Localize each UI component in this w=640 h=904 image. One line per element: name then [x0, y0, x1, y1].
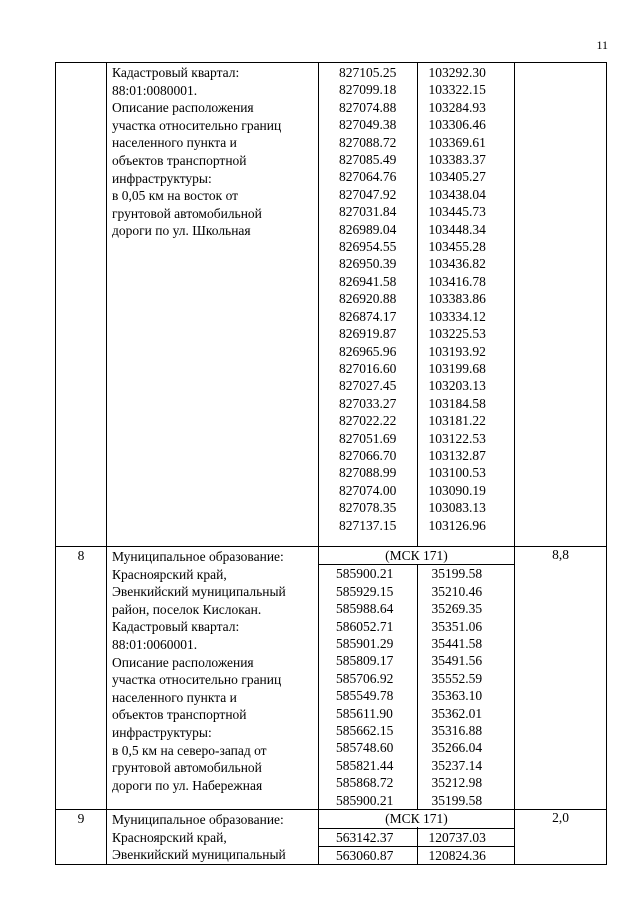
coordinate-x: 585809.17	[336, 653, 394, 669]
coordinate-x: 585611.90	[336, 705, 393, 721]
coordinate-pair	[319, 151, 514, 168]
coordinate-x: 585821.44	[336, 757, 394, 773]
description-line: Муниципальное образование:	[112, 549, 284, 564]
coordinate-y: 103383.37	[428, 152, 486, 168]
coordinate-pair	[319, 273, 514, 290]
area-cell: 2,0	[515, 810, 607, 865]
coordinate-x: 827078.35	[339, 500, 397, 516]
coordinate-x: 563060.87	[336, 847, 394, 863]
coordinate-y: 103132.87	[428, 447, 486, 463]
coordinate-pair	[319, 221, 514, 238]
coordinate-y: 35210.46	[431, 583, 483, 599]
coordinate-x: 827074.00	[339, 482, 397, 498]
coordinate-pair	[319, 635, 514, 652]
coordinate-x: 827088.72	[339, 134, 397, 150]
coordinates-cell	[319, 810, 515, 865]
coordinate-y: 103181.22	[428, 413, 486, 429]
coordinate-list	[319, 565, 514, 809]
coordinate-pair	[319, 99, 514, 116]
coordinate-y: 35199.58	[431, 792, 483, 808]
coordinate-x: 827051.69	[339, 430, 397, 446]
coordinate-x: 827066.70	[339, 447, 397, 463]
description-line: участка относительно границ	[112, 117, 282, 133]
coordinate-x: 586052.71	[336, 618, 394, 634]
coordinate-y: 103334.12	[428, 308, 486, 324]
coordinate-pair	[319, 255, 514, 272]
coordinate-pair	[319, 482, 514, 499]
table-row	[56, 810, 607, 865]
coordinate-list	[319, 829, 514, 865]
table-row	[56, 547, 607, 810]
coordinate-x: 827049.38	[339, 117, 397, 133]
description-line: грунтовой автомобильной	[112, 760, 262, 776]
description-line: объектов транспортной	[112, 707, 247, 723]
coordinate-y: 103455.28	[428, 239, 486, 255]
coordinate-y: 103126.96	[428, 517, 486, 533]
coordinate-y: 35552.59	[431, 670, 483, 686]
coordinate-x: 827085.49	[339, 152, 397, 168]
coordinate-pair	[319, 565, 514, 582]
coordinates-grid	[319, 63, 514, 546]
description-line: Кадастровый квартал:	[112, 65, 240, 80]
coordinate-pair	[319, 308, 514, 325]
table-row	[56, 63, 607, 547]
description-line: участка относительно границ	[112, 672, 282, 688]
coordinate-pair	[319, 81, 514, 98]
coordinate-pair	[319, 325, 514, 342]
coordinate-x: 827099.18	[339, 82, 397, 98]
coordinate-y: 35316.88	[431, 723, 483, 739]
coordinate-pair	[319, 600, 514, 617]
description-line: Эвенкийский муниципальный	[112, 847, 286, 863]
coordinate-y: 103438.04	[428, 186, 486, 202]
row-number-cell: 9	[56, 810, 107, 865]
coordinate-pair	[319, 203, 514, 220]
description-line: Красноярский край,	[112, 829, 227, 845]
description-line: в 0,5 км на северо-запад от	[112, 742, 267, 758]
description-cell	[107, 810, 319, 865]
coordinate-pair	[319, 343, 514, 360]
description-line: грунтовой автомобильной	[112, 205, 262, 221]
coordinate-pair	[319, 652, 514, 669]
coordinate-y: 103292.30	[428, 65, 486, 80]
coordinate-x: 826919.87	[339, 326, 397, 342]
coordinate-pair	[319, 792, 514, 809]
coordinate-x: 826965.96	[339, 343, 397, 359]
description-line: 88:01:0080001.	[112, 82, 198, 98]
coordinates-grid	[319, 547, 514, 809]
coordinate-x: 826920.88	[339, 291, 397, 307]
description-line: Кадастровый квартал:	[112, 619, 240, 635]
coordinate-y: 35212.98	[431, 775, 483, 791]
coordinate-pair	[319, 774, 514, 791]
description-line: населенного пункта и	[112, 689, 237, 705]
coordinate-y: 103083.13	[428, 500, 486, 516]
coordinate-x: 827064.76	[339, 169, 397, 185]
description-line: инфраструктуры:	[112, 170, 212, 186]
coordinate-x: 826954.55	[339, 239, 397, 255]
coordinate-y: 103225.53	[428, 326, 486, 342]
description-line: в 0,05 км на восток от	[112, 188, 239, 204]
coordinate-y: 103100.53	[428, 465, 486, 481]
coordinate-x: 826950.39	[339, 256, 397, 272]
description-text	[107, 63, 318, 240]
description-line: Муниципальное образование:	[112, 812, 284, 828]
coordinate-y: 120737.03	[428, 829, 486, 845]
coordinate-x: 585988.64	[336, 601, 394, 617]
coordinate-system-label: (МСК 171)	[319, 810, 514, 828]
coordinate-pair	[319, 360, 514, 377]
description-cell	[107, 547, 319, 810]
coordinate-x: 585900.21	[336, 566, 394, 582]
description-line: 88:01:0060001.	[112, 636, 198, 652]
coordinate-y: 103416.78	[428, 273, 486, 289]
coordinate-y: 103122.53	[428, 430, 486, 446]
description-line: район, поселок Кислокан.	[112, 601, 262, 617]
coordinate-y: 103448.34	[428, 221, 486, 237]
coordinate-y: 103203.13	[428, 378, 486, 394]
coordinate-pair	[319, 739, 514, 756]
coordinate-pair	[319, 618, 514, 635]
description-line: инфраструктуры:	[112, 724, 212, 740]
coordinate-pair	[319, 499, 514, 516]
description-cell	[107, 63, 319, 547]
coordinate-x: 826989.04	[339, 221, 397, 237]
coordinate-y: 35362.01	[431, 705, 483, 721]
coordinate-y: 35237.14	[431, 757, 483, 773]
coordinate-pair	[319, 168, 514, 185]
page-number: 11	[596, 38, 608, 52]
coordinate-pair	[319, 134, 514, 151]
coordinate-pair	[319, 116, 514, 133]
coordinate-x: 827022.22	[339, 413, 397, 429]
row-number-cell: 8	[56, 547, 107, 810]
coordinate-x: 585901.29	[336, 636, 394, 652]
description-text	[107, 810, 318, 864]
coordinate-x: 827137.15	[339, 517, 397, 533]
coordinate-x: 585706.92	[336, 670, 394, 686]
coordinate-x: 585900.21	[336, 792, 394, 808]
description-line: объектов транспортной	[112, 152, 247, 168]
coordinate-pair	[319, 430, 514, 447]
coordinate-y: 120824.36	[428, 847, 486, 863]
coordinate-pair	[319, 722, 514, 739]
description-line: населенного пункта и	[112, 135, 237, 151]
description-line: Описание расположения	[112, 100, 254, 116]
coordinate-y: 35351.06	[431, 618, 483, 634]
coordinate-pair	[319, 377, 514, 394]
description-text	[107, 547, 318, 794]
coordinate-x: 585868.72	[336, 775, 394, 791]
coordinate-y: 35269.35	[431, 601, 483, 617]
coordinates-cell	[319, 63, 515, 547]
coordinate-pair	[319, 829, 514, 847]
coordinate-y: 103369.61	[428, 134, 486, 150]
coordinate-y: 103284.93	[428, 99, 486, 115]
coordinate-x: 585549.78	[336, 688, 394, 704]
coordinate-system-label: (МСК 171)	[319, 547, 514, 565]
coordinate-pair	[319, 412, 514, 429]
coordinate-y: 103436.82	[428, 256, 486, 272]
coordinate-y: 103322.15	[428, 82, 486, 98]
coordinate-x: 827088.99	[339, 465, 397, 481]
coordinate-x: 826941.58	[339, 273, 397, 289]
area-cell: 8,8	[515, 547, 607, 810]
coordinate-pair	[319, 517, 514, 534]
coordinates-cell	[319, 547, 515, 810]
coordinate-x: 563142.37	[336, 829, 394, 845]
coordinate-x: 585662.15	[336, 723, 394, 739]
coordinate-pair	[319, 464, 514, 481]
description-line: Описание расположения	[112, 654, 254, 670]
coordinate-list	[319, 63, 514, 534]
coordinate-y: 103405.27	[428, 169, 486, 185]
coordinate-y: 35491.56	[431, 653, 483, 669]
coordinate-x: 827047.92	[339, 186, 397, 202]
land-plots-table	[55, 62, 607, 865]
coordinate-x: 827074.88	[339, 99, 397, 115]
coordinate-pair	[319, 687, 514, 704]
coordinate-pair	[319, 64, 514, 81]
row-number-cell	[56, 63, 107, 547]
coordinate-x: 585929.15	[336, 583, 394, 599]
coordinate-y: 103199.68	[428, 360, 486, 376]
coordinate-x: 827031.84	[339, 204, 397, 220]
description-line: Красноярский край,	[112, 566, 227, 582]
coordinate-y: 103306.46	[428, 117, 486, 133]
description-line: дороги по ул. Школьная	[112, 223, 251, 239]
coordinate-pair	[319, 395, 514, 412]
coordinate-x: 585748.60	[336, 740, 394, 756]
coordinate-pair	[319, 670, 514, 687]
coordinate-y: 35266.04	[431, 740, 483, 756]
coordinate-pair	[319, 847, 514, 864]
coordinate-y: 35363.10	[431, 688, 483, 704]
coordinate-pair	[319, 238, 514, 255]
coordinate-x: 827033.27	[339, 395, 397, 411]
coordinate-y: 103184.58	[428, 395, 486, 411]
coordinate-y: 103090.19	[428, 482, 486, 498]
coordinate-pair	[319, 290, 514, 307]
coordinate-y: 103193.92	[428, 343, 486, 359]
coordinate-pair	[319, 186, 514, 203]
description-line: дороги по ул. Набережная	[112, 777, 263, 793]
coordinate-y: 103445.73	[428, 204, 486, 220]
coordinate-y: 103383.86	[428, 291, 486, 307]
coordinate-x: 826874.17	[339, 308, 397, 324]
coordinate-x: 827016.60	[339, 360, 397, 376]
coordinate-pair	[319, 705, 514, 722]
coordinate-x: 827105.25	[339, 65, 397, 80]
coordinate-pair	[319, 583, 514, 600]
coordinates-grid	[319, 810, 514, 864]
coordinate-x: 827027.45	[339, 378, 397, 394]
coordinate-y: 35199.58	[431, 566, 483, 582]
description-line: Эвенкийский муниципальный	[112, 584, 286, 600]
coordinate-y: 35441.58	[431, 636, 483, 652]
coordinate-pair	[319, 757, 514, 774]
coordinate-pair	[319, 447, 514, 464]
area-cell	[515, 63, 607, 547]
